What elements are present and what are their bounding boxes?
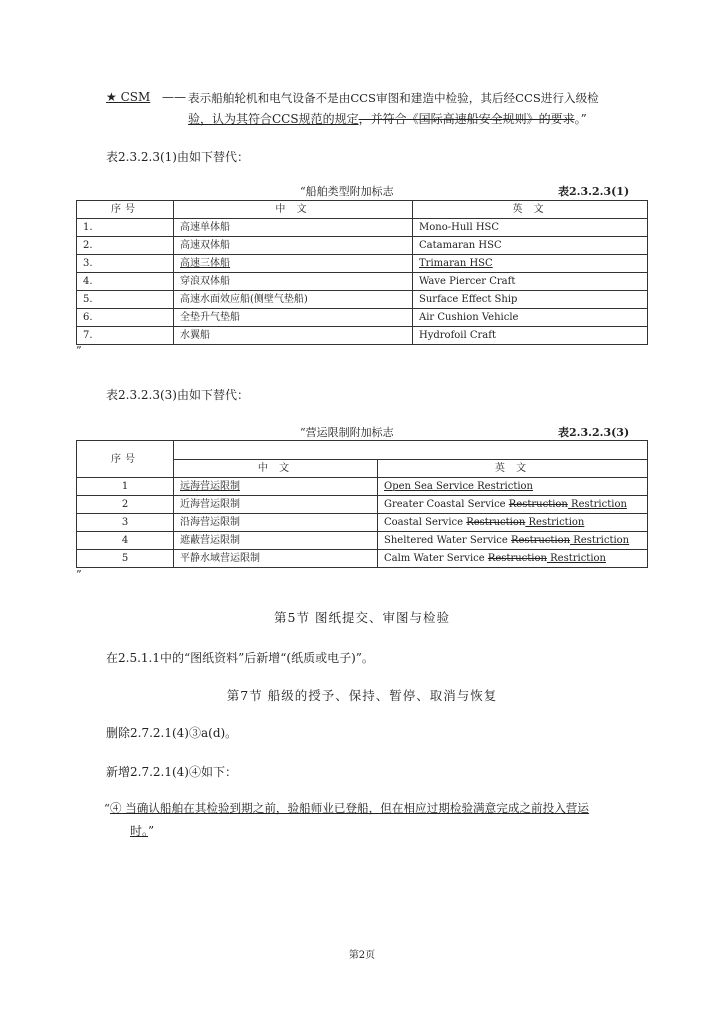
table-row	[77, 273, 648, 291]
table1-title: “船舶类型附加标志	[300, 185, 394, 198]
cell-no: 2	[77, 496, 174, 514]
cell-en	[378, 532, 648, 550]
csm-label: ★ CSM	[106, 90, 151, 104]
cell-en-new: Restriction	[570, 535, 630, 546]
cell-cn: 全垫升气垫船	[174, 309, 413, 327]
header-cn: 中 文	[174, 460, 378, 478]
table3-number: 表2.3.2.3(3)	[558, 426, 630, 439]
cell-no: 1.	[77, 219, 174, 237]
cell-en-new: Restriction	[567, 499, 627, 510]
cell-no: 3	[77, 514, 174, 532]
cell-en-strike: Restruction	[466, 517, 526, 528]
cell-en-strike: Restruction	[487, 553, 547, 564]
item-4-text: ④ 当确认船舶在其检验到期之前，验船师业已登船，但在相应过期检验满意完成之前投入营运	[109, 801, 589, 815]
table1-number: 表2.3.2.3(1)	[558, 185, 630, 198]
table-row	[77, 309, 648, 327]
section-7-heading: 第7节 船级的授予、保持、暂停、取消与恢复	[226, 688, 498, 703]
cell-en	[378, 550, 648, 568]
cell-cn: 穿浪双体船	[174, 273, 413, 291]
para-2511: 在2.5.1.1中的“图纸资料”后新增“(纸质或电子)”。	[106, 651, 374, 665]
cell-no: 3.	[77, 255, 174, 273]
header-en: 英 文	[378, 460, 648, 478]
cell-cn: 高速水面效应船(侧壁气垫船)	[174, 291, 413, 309]
cell-no: 1	[77, 478, 174, 496]
cell-en: Catamaran HSC	[413, 237, 648, 255]
table-row	[77, 255, 648, 273]
header-spacer	[174, 441, 648, 460]
table3-close-quote: ”	[76, 568, 82, 581]
page-number: 第2页	[348, 950, 376, 961]
cell-en: Surface Effect Ship	[413, 291, 648, 309]
cell-cn: 近海营运限制	[174, 496, 378, 514]
cell-no: 2.	[77, 237, 174, 255]
cell-en-new: Restriction	[525, 517, 585, 528]
table-row	[77, 550, 648, 568]
item-4-line-1	[104, 800, 589, 816]
header-cn: 中 文	[174, 201, 413, 219]
item-4-close-quote: ”	[148, 824, 155, 838]
item-4-open-quote: “	[104, 801, 110, 815]
cell-en: Mono-Hull HSC	[413, 219, 648, 237]
cell-en: Wave Piercer Craft	[413, 273, 648, 291]
item-4-text-end: 时。	[130, 824, 149, 838]
cell-cn: 水翼船	[174, 327, 413, 345]
csm-line-2	[188, 110, 587, 127]
table-row	[77, 478, 648, 496]
cell-cn: 沿海营运限制	[174, 514, 378, 532]
csm-dash: ——	[162, 90, 186, 104]
cell-en-strike: Restruction	[508, 499, 568, 510]
cell-en: Air Cushion Vehicle	[413, 309, 648, 327]
cell-no: 4.	[77, 273, 174, 291]
cell-cn: 高速单体船	[174, 219, 413, 237]
cell-cn: 高速三体船	[174, 255, 413, 273]
service-restriction-table	[76, 440, 648, 568]
cell-en-text: Calm Water Service	[384, 553, 488, 564]
table-row	[77, 291, 648, 309]
cell-no: 7.	[77, 327, 174, 345]
cell-no: 5	[77, 550, 174, 568]
cell-no: 6.	[77, 309, 174, 327]
cell-cn: 远海营运限制	[174, 478, 378, 496]
cell-en-text: Coastal Service	[384, 517, 467, 528]
cell-en: Trimaran HSC	[413, 255, 648, 273]
delete-clause: 删除2.7.2.1(4)③a(d)。	[106, 726, 238, 740]
table3-title: “营运限制附加标志	[300, 426, 394, 439]
cell-en	[378, 514, 648, 532]
section-5-heading: 第5节 图纸提交、审图与检验	[274, 610, 450, 625]
header-no: 序号	[77, 201, 174, 219]
cell-en	[378, 478, 648, 496]
item-4-line-2	[130, 822, 154, 839]
vessel-type-table	[76, 200, 648, 345]
replace-3-text: 表2.3.2.3(3)由如下替代：	[106, 388, 249, 402]
table-row	[77, 237, 648, 255]
cell-cn: 平静水域营运限制	[174, 550, 378, 568]
table1-close-quote: ”	[76, 344, 82, 357]
replace-1-text: 表2.3.2.3(1)由如下替代：	[106, 150, 249, 164]
table-row	[77, 496, 648, 514]
table-header-row	[77, 441, 648, 460]
cell-no: 4	[77, 532, 174, 550]
table-row	[77, 532, 648, 550]
cell-en: Hydrofoil Craft	[413, 327, 648, 345]
csm-line-2-strike: ，并符合《国际高速船安全规则》的要求	[358, 112, 575, 126]
table-row	[77, 327, 648, 345]
cell-en-strike: Restruction	[510, 535, 571, 546]
cell-en-new: Restriction	[546, 553, 606, 564]
table-row	[77, 219, 648, 237]
cell-cn: 遮蔽营运限制	[174, 532, 378, 550]
cell-no: 5.	[77, 291, 174, 309]
cell-cn: 高速双体船	[174, 237, 413, 255]
cell-en-text: Greater Coastal Service	[384, 499, 509, 510]
cell-en-text: Open Sea Service Restriction	[384, 481, 533, 492]
csm-line-1: 表示船舶轮机和电气设备不是由CCS审图和建造中检验，其后经CCS进行入级检	[188, 91, 599, 105]
cell-en-text: Sheltered Water Service	[384, 535, 511, 546]
csm-line-2-text: 验，认为其符合CCS规范的规定	[188, 112, 359, 126]
csm-line-2-end: 。”	[574, 112, 587, 126]
cell-en	[378, 496, 648, 514]
table-header-row	[77, 201, 648, 219]
add-clause: 新增2.7.2.1(4)④如下：	[106, 765, 237, 779]
header-en: 英 文	[413, 201, 648, 219]
header-no: 序号	[77, 441, 174, 478]
table-row	[77, 514, 648, 532]
